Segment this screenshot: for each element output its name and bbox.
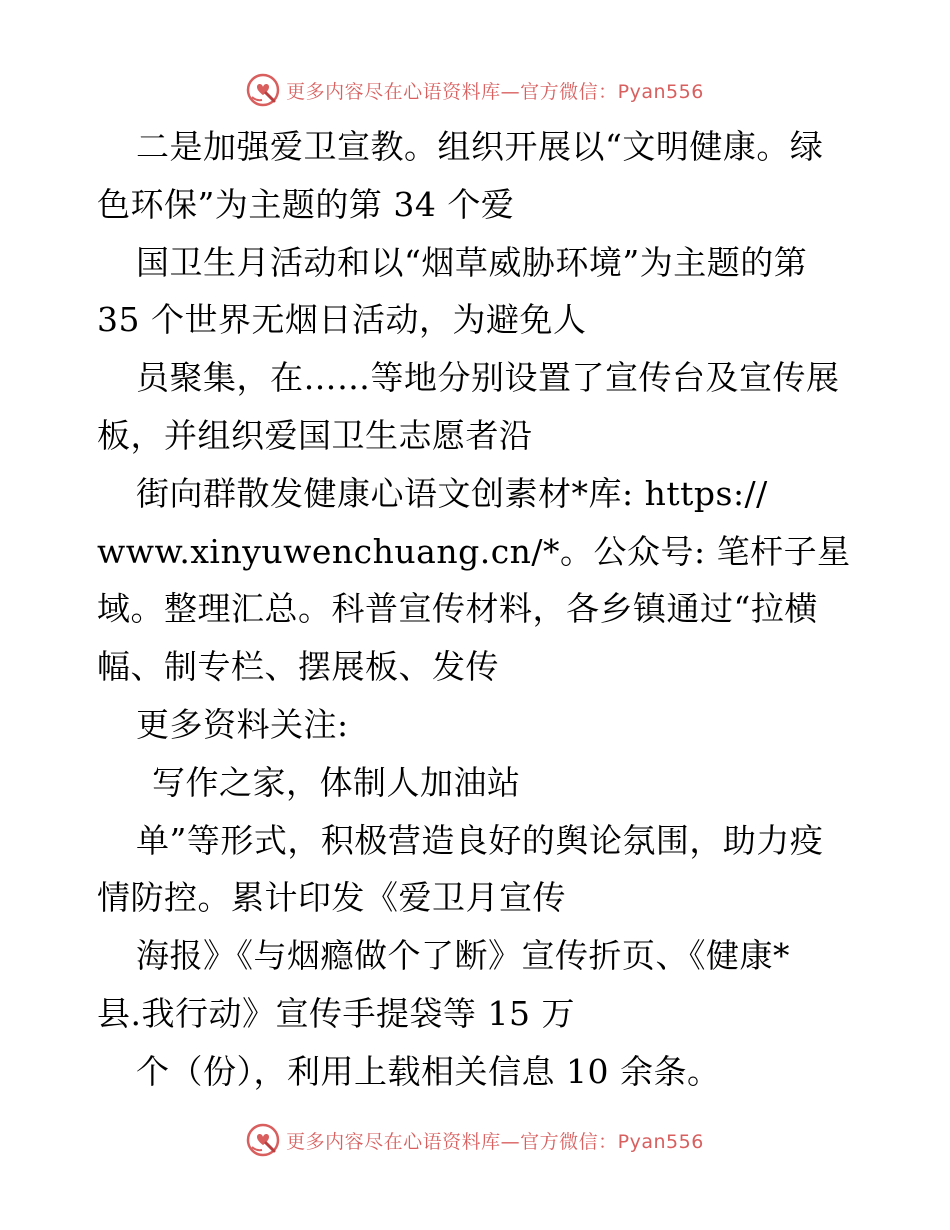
paragraph-line: 色环保”为主题的第 34 个爱 [97,184,515,224]
paragraph-line: 板，并组织爱国卫生志愿者沿 [97,415,533,455]
paragraph-line: 国卫生月活动和以“烟草威胁环境”为主题的第 [136,242,808,282]
paragraph-line: 域。整理汇总。科普宣传材料，各乡镇通过“拉横 [97,589,818,629]
paragraph-line: 更多资料关注: [136,704,349,744]
paragraph-line: 街向群散发健康心语文创素材*库: https:// [136,473,768,513]
heart-pen-logo-icon [246,73,280,107]
paragraph-line: 单”等形式，积极营造良好的舆论氛围，助力疫 [136,820,824,860]
paragraph-line: 海报》《与烟瘾做个了断》宣传折页、《健康* [136,936,790,976]
paragraph-line: 写作之家，体制人加油站 [152,762,521,802]
paragraph-line: www.xinyuwenchuang.cn/*。公众号: 笔杆子星 [97,531,851,571]
document-body [97,118,867,1101]
paragraph-line: 员聚集，在……等地分别设置了宣传台及宣传展 [136,358,840,398]
heart-pen-logo-icon [246,1123,280,1157]
paragraph-line: 二是加强爱卫宣教。组织开展以“文明健康。绿 [136,127,824,166]
paragraph-line: 个（份），利用上载相关信息 10 余条。 [136,1051,721,1091]
footer-watermark-banner [0,1120,950,1160]
footer-watermark-text: 更多内容尽在心语资料库—官方微信：Pyan556 [286,1130,704,1153]
paragraph-line: 幅、制专栏、摆展板、发传 [97,647,499,687]
header-watermark-banner [0,70,950,110]
paragraph-line: 情防控。累计印发《爱卫月宣传 [97,878,566,918]
paragraph-line: 县.我行动》宣传手提袋等 15 万 [97,993,575,1033]
paragraph-line: 35 个世界无烟日活动，为避免人 [97,300,587,340]
header-watermark-text: 更多内容尽在心语资料库—官方微信：Pyan556 [286,80,704,103]
